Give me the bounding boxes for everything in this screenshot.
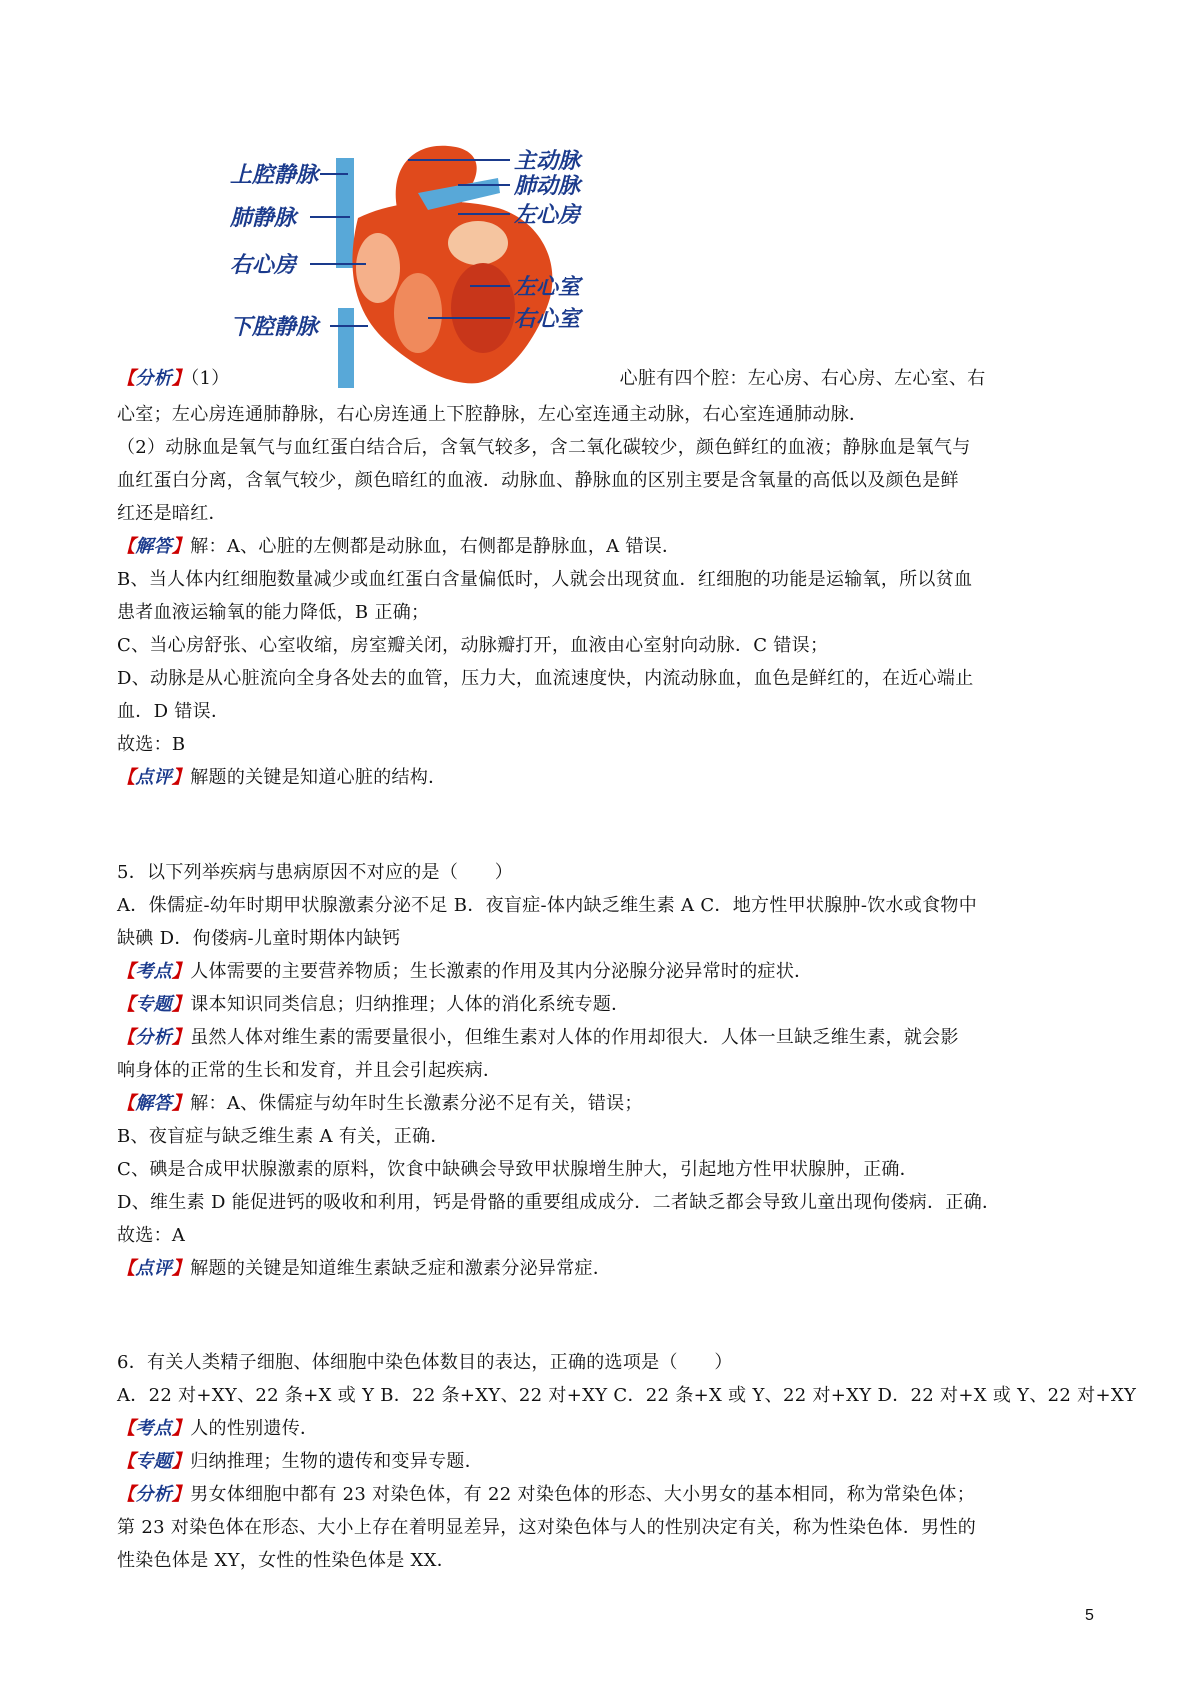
- analysis-tag: 【分析】: [117, 1027, 191, 1048]
- q5-jieda-line3: C、碘是合成甲状腺激素的原料，饮食中缺碘会导致甲状腺增生肿大，引起地方性甲状腺肿，正确．: [117, 1159, 918, 1180]
- label-left-atrium: 左心房: [514, 202, 581, 228]
- q4-line5: 红还是暗红．: [117, 503, 227, 524]
- left-ventricle: [451, 263, 515, 353]
- q4-choice: 故选：B: [117, 734, 186, 755]
- q6-kaodian-line: 【考点】人的性别遗传．: [117, 1418, 319, 1439]
- comment-tag: 【点评】: [117, 767, 191, 788]
- page-number: 5: [1085, 1607, 1094, 1624]
- q4-line8: 患者血液运输氧的能力降低，B 正确；: [117, 602, 430, 623]
- label-right-atrium: 右心房: [230, 252, 297, 278]
- comment-tag: 【点评】: [117, 1258, 191, 1279]
- left-atrium: [448, 221, 508, 265]
- q6-fenxi-line2: 第 23 对染色体在形态、大小上存在着明显差异，这对染色体与人的性别决定有关，称为性染色体．男性的: [117, 1517, 977, 1538]
- q5-options-line1: A．侏儒症-幼年时期甲状腺激素分泌不足 B．夜盲症-体内缺乏维生素 A C．地方性甲状腺肿-饮水或食物中: [117, 895, 978, 916]
- q5-jieda-line1: 【解答】解：A、侏儒症与幼年时生长激素分泌不足有关，错误；: [117, 1093, 643, 1114]
- q5-comment-line: 【点评】解题的关键是知道维生素缺乏症和激素分泌异常症．: [117, 1258, 612, 1279]
- q5-stem: 5．以下列举疾病与患病原因不对应的是（ ）: [117, 862, 514, 883]
- kaodian-tag: 【考点】: [117, 961, 191, 982]
- q5-choice: 故选：A: [117, 1225, 186, 1246]
- label-left-ventricle: 左心室: [514, 274, 581, 300]
- q5-jieda-line4: D、维生素 D 能促进钙的吸收和利用，钙是骨骼的重要组成成分．二者缺乏都会导致儿童出现佝偻病．正确．: [117, 1192, 1001, 1213]
- kaodian-tag: 【考点】: [117, 1418, 191, 1439]
- zhuanti-tag: 【专题】: [117, 994, 191, 1015]
- analysis-tag: 【分析】: [117, 368, 191, 389]
- q5-fenxi-line2: 响身体的正常的生长和发育，并且会引起疾病．: [117, 1060, 502, 1081]
- label-right-ventricle: 右心室: [514, 306, 581, 332]
- q5-jieda-line2: B、夜盲症与缺乏维生素 A 有关，正确．: [117, 1126, 449, 1147]
- label-inferior-vena-cava: 下腔静脉: [230, 314, 319, 340]
- q4-answer-line: 【解答】解：A、心脏的左侧都是动脉血，右侧都是静脉血，A 错误．: [117, 536, 681, 557]
- q5-fenxi-line1: 【分析】虽然人体对维生素的需要量很小，但维生素对人体的作用却很大．人体一旦缺乏维生素，就会影: [117, 1027, 959, 1048]
- label-superior-vena-cava: 上腔静脉: [230, 162, 319, 188]
- q4-analysis-line1: 【分析】（1） 心脏有四个腔：左心房、右心房、左心室、右: [117, 368, 986, 389]
- q4-line7: B、当人体内红细胞数量减少或血红蛋白含量偏低时，人就会出现贫血．红细胞的功能是运输氧，所以贫血: [117, 569, 973, 590]
- q6-fenxi-line3: 性染色体是 XY，女性的性染色体是 XX．: [117, 1550, 456, 1571]
- zhuanti-tag: 【专题】: [117, 1451, 191, 1472]
- q6-zhuanti-line: 【专题】归纳推理；生物的遗传和变异专题．: [117, 1451, 484, 1472]
- q5-kaodian-line: 【考点】人体需要的主要营养物质；生长激素的作用及其内分泌腺分泌异常时的症状．: [117, 961, 813, 982]
- q5-zhuanti-line: 【专题】课本知识同类信息；归纳推理；人体的消化系统专题．: [117, 994, 630, 1015]
- label-aorta: 主动脉: [514, 148, 581, 174]
- q4-comment-line: 【点评】解题的关键是知道心脏的结构．: [117, 767, 447, 788]
- q6-options: A．22 对+XY、22 条+X 或 Y B．22 条+XY、22 对+XY C．22 条+X 或 Y、22 对+XY D．22 对+X 或 Y、22 对+XY: [117, 1385, 1137, 1406]
- label-pulmonary-vein: 肺静脉: [230, 205, 297, 231]
- q6-stem: 6．有关人类精子细胞、体细胞中染色体数目的表达，正确的选项是（ ）: [117, 1352, 733, 1373]
- answer-tag: 【解答】: [117, 1093, 191, 1114]
- analysis-tag: 【分析】: [117, 1484, 191, 1505]
- q4-line11: 血．D 错误．: [117, 701, 230, 722]
- label-pulmonary-artery: 肺动脉: [514, 173, 581, 199]
- q4-line10: D、动脉是从心脏流向全身各处去的血管，压力大，血流速度快，内流动脉血，血色是鲜红的，在近心端止: [117, 668, 974, 689]
- q4-line3: （2）动脉血是氧气与血红蛋白结合后，含氧气较多，含二氧化碳较少，颜色鲜红的血液；静脉血是氧气与: [117, 437, 971, 458]
- q4-line4: 血红蛋白分离，含氧气较少，颜色暗红的血液．动脉血、静脉血的区别主要是含氧量的高低以及颜色是鲜: [117, 470, 959, 491]
- q5-options-line2: 缺碘 D．佝偻病-儿童时期体内缺钙: [117, 928, 401, 949]
- answer-tag: 【解答】: [117, 536, 191, 557]
- q4-line9: C、当心房舒张、心室收缩，房室瓣关闭，动脉瓣打开，血液由心室射向动脉．C 错误；: [117, 635, 829, 656]
- q6-fenxi-line1: 【分析】男女体细胞中都有 23 对染色体，有 22 对染色体的形态、大小男女的基本相同，称为常染色体；: [117, 1484, 976, 1505]
- heart-diagram: [230, 138, 658, 388]
- q4-line2: 心室；左心房连通肺静脉，右心房连通上下腔静脉，左心室连通主动脉，右心室连通肺动脉．: [117, 404, 868, 425]
- right-atrium: [356, 233, 400, 303]
- right-ventricle: [394, 273, 442, 353]
